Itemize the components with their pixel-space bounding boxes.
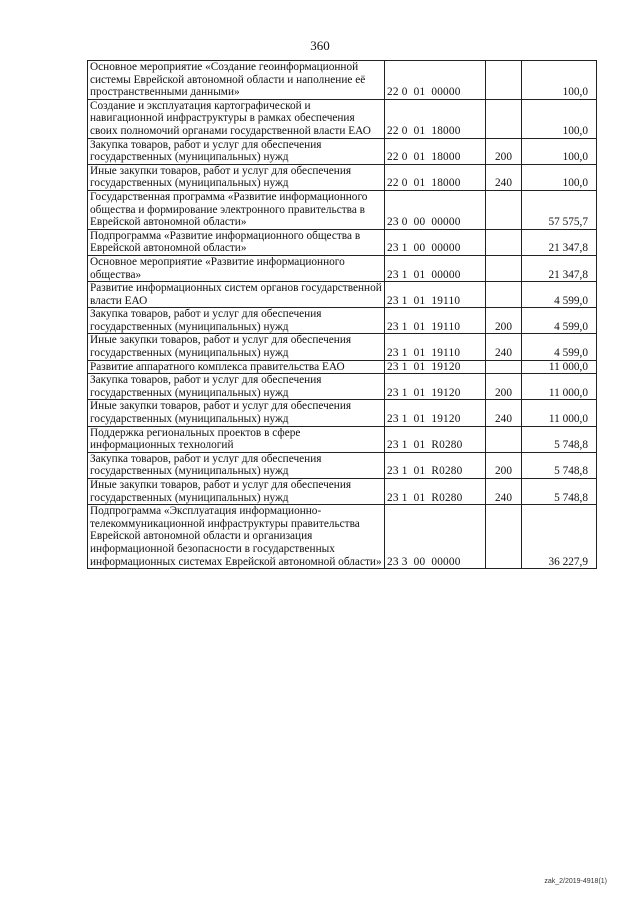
cell-name: Иные закупки товаров, работ и услуг для обеспечения государственных (муниципальных) нужд	[88, 164, 385, 190]
cell-name: Создание и эксплуатация картографической и навигационной инфраструктуры в рамках обеспечения своих полномочий органами государственной власти ЕАО	[88, 99, 385, 138]
table-row	[88, 374, 597, 400]
cell-expense-type	[486, 505, 522, 569]
document-reference: zak_2/2019-4918(1)	[544, 878, 607, 885]
cell-amount: 11 000,0	[522, 400, 597, 426]
cell-amount: 21 347,8	[522, 229, 597, 255]
table-row	[88, 99, 597, 138]
cell-code: 23 1 01 R0280	[385, 426, 486, 452]
cell-name: Иные закупки товаров, работ и услуг для обеспечения государственных (муниципальных) нужд	[88, 334, 385, 360]
table-row	[88, 190, 597, 229]
table-row	[88, 282, 597, 308]
cell-amount: 11 000,0	[522, 374, 597, 400]
table-row	[88, 334, 597, 360]
table-row	[88, 308, 597, 334]
cell-name: Государственная программа «Развитие информационного общества и формирование электронного правительства в Еврейской автономной области»	[88, 190, 385, 229]
cell-expense-type	[486, 360, 522, 374]
cell-expense-type: 240	[486, 164, 522, 190]
cell-name: Закупка товаров, работ и услуг для обеспечения государственных (муниципальных) нужд	[88, 138, 385, 164]
cell-expense-type	[486, 190, 522, 229]
table-body	[88, 61, 597, 569]
cell-expense-type	[486, 229, 522, 255]
cell-expense-type	[486, 99, 522, 138]
cell-expense-type: 200	[486, 374, 522, 400]
budget-table	[87, 60, 597, 569]
cell-code: 23 1 01 R0280	[385, 452, 486, 478]
cell-name: Основное мероприятие «Создание геоинформационной системы Еврейской автономной области и наполнение её пространственными данными»	[88, 61, 385, 100]
cell-expense-type: 240	[486, 400, 522, 426]
cell-expense-type: 240	[486, 479, 522, 505]
cell-expense-type: 200	[486, 452, 522, 478]
cell-amount: 5 748,8	[522, 426, 597, 452]
table-row	[88, 255, 597, 281]
cell-amount: 100,0	[522, 138, 597, 164]
cell-code: 22 0 01 00000	[385, 61, 486, 100]
cell-code: 23 0 00 00000	[385, 190, 486, 229]
table-row	[88, 164, 597, 190]
page-number: 360	[310, 38, 330, 53]
cell-code: 22 0 01 18000	[385, 164, 486, 190]
cell-name: Подпрограмма «Развитие информационного общества в Еврейской автономной области»	[88, 229, 385, 255]
table-row	[88, 426, 597, 452]
table-row	[88, 452, 597, 478]
cell-name: Закупка товаров, работ и услуг для обеспечения государственных (муниципальных) нужд	[88, 308, 385, 334]
table-row	[88, 229, 597, 255]
cell-code: 23 1 01 R0280	[385, 479, 486, 505]
cell-code: 23 1 00 00000	[385, 229, 486, 255]
cell-expense-type	[486, 255, 522, 281]
cell-name: Основное мероприятие «Развитие информационного общества»	[88, 255, 385, 281]
cell-name: Иные закупки товаров, работ и услуг для обеспечения государственных (муниципальных) нужд	[88, 400, 385, 426]
table-row	[88, 360, 597, 374]
table-row	[88, 505, 597, 569]
cell-amount: 4 599,0	[522, 308, 597, 334]
table-row	[88, 479, 597, 505]
cell-name: Закупка товаров, работ и услуг для обеспечения государственных (муниципальных) нужд	[88, 452, 385, 478]
cell-amount: 100,0	[522, 99, 597, 138]
cell-amount: 4 599,0	[522, 282, 597, 308]
cell-amount: 100,0	[522, 164, 597, 190]
cell-name: Закупка товаров, работ и услуг для обеспечения государственных (муниципальных) нужд	[88, 374, 385, 400]
cell-expense-type	[486, 61, 522, 100]
cell-expense-type	[486, 426, 522, 452]
cell-code: 23 1 01 19120	[385, 400, 486, 426]
cell-expense-type	[486, 282, 522, 308]
cell-amount: 57 575,7	[522, 190, 597, 229]
cell-expense-type: 240	[486, 334, 522, 360]
cell-amount: 5 748,8	[522, 452, 597, 478]
table-row	[88, 138, 597, 164]
table-row	[88, 61, 597, 100]
cell-amount: 21 347,8	[522, 255, 597, 281]
cell-amount: 36 227,9	[522, 505, 597, 569]
cell-code: 23 1 01 00000	[385, 255, 486, 281]
cell-code: 23 1 01 19110	[385, 308, 486, 334]
cell-code: 23 1 01 19120	[385, 360, 486, 374]
cell-code: 23 3 00 00000	[385, 505, 486, 569]
cell-name: Иные закупки товаров, работ и услуг для обеспечения государственных (муниципальных) нужд	[88, 479, 385, 505]
cell-name: Развитие информационных систем органов государственной власти ЕАО	[88, 282, 385, 308]
cell-code: 23 1 01 19110	[385, 282, 486, 308]
cell-amount: 4 599,0	[522, 334, 597, 360]
cell-expense-type: 200	[486, 138, 522, 164]
cell-name: Развитие аппаратного комплекса правительства ЕАО	[88, 360, 385, 374]
cell-amount: 11 000,0	[522, 360, 597, 374]
table-row	[88, 400, 597, 426]
cell-name: Подпрограмма «Эксплуатация информационно-телекоммуникационной инфраструктуры правительства Еврейской автономной области и организация информационной безопасности в государственных информационных системах Еврейской автономной области»	[88, 505, 385, 569]
cell-code: 23 1 01 19120	[385, 374, 486, 400]
cell-amount: 100,0	[522, 61, 597, 100]
cell-name: Поддержка региональных проектов в сфере информационных технологий	[88, 426, 385, 452]
cell-expense-type: 200	[486, 308, 522, 334]
cell-code: 22 0 01 18000	[385, 99, 486, 138]
cell-code: 23 1 01 19110	[385, 334, 486, 360]
cell-code: 22 0 01 18000	[385, 138, 486, 164]
cell-amount: 5 748,8	[522, 479, 597, 505]
